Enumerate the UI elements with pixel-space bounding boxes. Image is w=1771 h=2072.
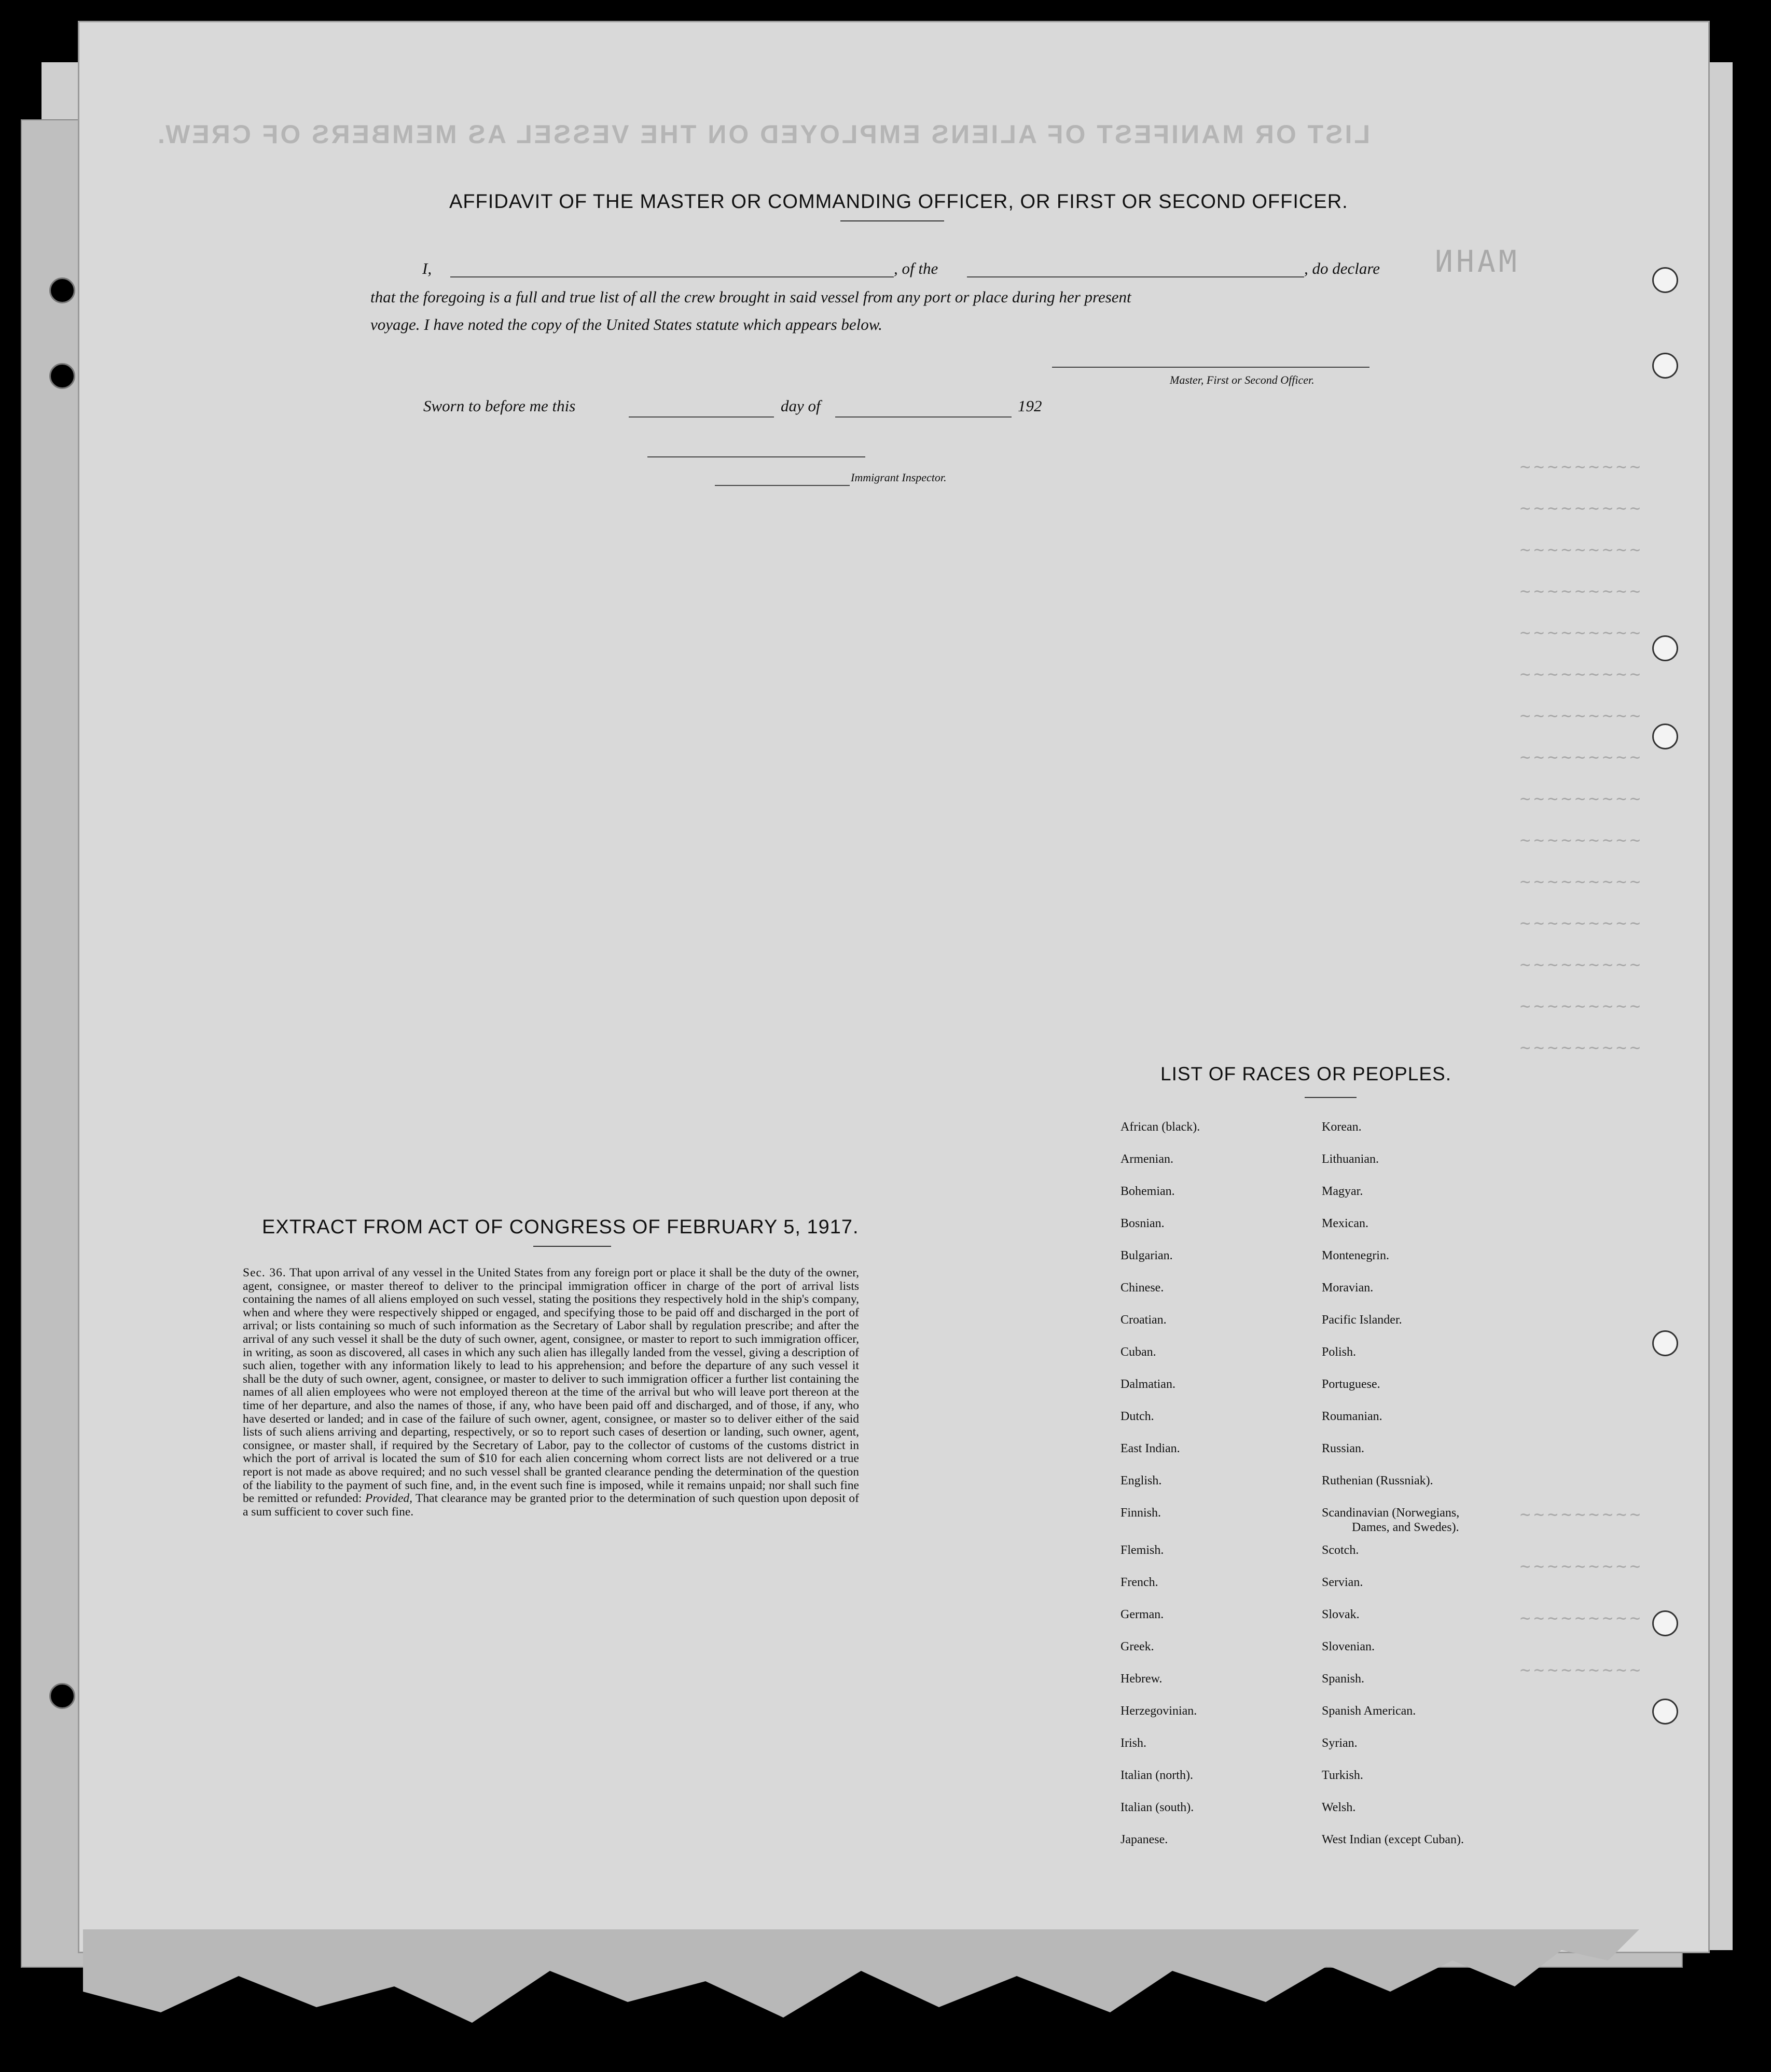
inspector-signature-line bbox=[647, 456, 865, 457]
race-item-continued: Dames, and Swedes). bbox=[1352, 1521, 1459, 1534]
punch-hole-icon bbox=[1652, 1610, 1678, 1636]
race-item: Scotch. bbox=[1322, 1543, 1359, 1557]
race-item: East Indian. bbox=[1120, 1442, 1180, 1455]
race-item: Spanish American. bbox=[1322, 1704, 1416, 1718]
race-item: Welsh. bbox=[1322, 1801, 1356, 1814]
name-blank-line bbox=[450, 276, 894, 277]
race-item: Polish. bbox=[1322, 1345, 1357, 1359]
section-text: That upon arrival of any vessel in the United States from any foreign port or place it shall be the duty of the owner, agent, consignee, or master thereof to deliver to the principal immigration officer in charge of the port of arrival lists containing the names of all aliens employed on such vessel, stating the positions they respectively hold in the ship's company, when and where they were respectively shipped or engaged, and specifying those to be paid off and discharged in the port of arrival; or lists containing so much of such information as the Secretary of Labor shall by regulation prescribe; and after the arrival of any such vessel it shall be the duty of such owner, agent, consignee, or master to report to such immigration officer, in writing, as soon as discovered, all cases in which any such alien has illegally landed from the vessel, giving a description of such alien, together with any information likely to lead to his apprehension; and before the departure of any such vessel it shall be the duty of such owner, agent, consignee, or master to deliver to such immigration officer a further list containing the names of all alien employees who were not employed thereon at the time of the arrival but who will leave port thereon at the time of her departure, and also the names of those, if any, who have been paid off and discharged, and of those, if any, who have deserted or landed; and in case of the failure of such owner, agent, consignee, or master so to deliver either of the said lists of such aliens arriving and departing, respectively, or so to report such cases of desertion or landing, such owner, agent, consignee, or master shall, if required by the Secretary of Labor, pay to the collector of customs of the customs district in which the port of arrival is located the sum of $10 for each alien concerning whom correct lists are not delivered or a true report is not made as above required; and no such vessel shall be granted clearance pending the determination of the question of the liability to the payment of such fine, and, in the event such fine is imposed, while it remains unpaid; nor shall such fine be remitted or refunded: bbox=[243, 1266, 859, 1506]
race-item: Slovenian. bbox=[1322, 1640, 1375, 1653]
race-item: Japanese. bbox=[1120, 1833, 1168, 1846]
extract-body bbox=[243, 1267, 859, 1519]
race-item: Irish. bbox=[1120, 1736, 1146, 1750]
race-item: Dutch. bbox=[1120, 1410, 1154, 1423]
title-rule bbox=[840, 220, 944, 221]
race-item: Ruthenian (Russniak). bbox=[1322, 1474, 1433, 1487]
affidavit-of-the: , of the bbox=[894, 259, 938, 277]
race-item: Hebrew. bbox=[1120, 1672, 1163, 1686]
race-item: German. bbox=[1120, 1608, 1164, 1621]
race-item: Dalmatian. bbox=[1120, 1378, 1175, 1391]
race-item: English. bbox=[1120, 1474, 1162, 1487]
master-signature-line bbox=[1052, 367, 1369, 368]
month-blank-line bbox=[835, 416, 1012, 418]
binder-hole-icon bbox=[49, 363, 75, 389]
race-item: Italian (south). bbox=[1120, 1801, 1194, 1814]
punch-hole-icon bbox=[1652, 1330, 1678, 1356]
document-page bbox=[78, 21, 1710, 1953]
race-item: Chinese. bbox=[1120, 1281, 1164, 1295]
race-item: Scandinavian (Norwegians, bbox=[1322, 1506, 1460, 1520]
affidavit-line-3: voyage. I have noted the copy of the United States statute which appears below. bbox=[370, 315, 882, 333]
punch-hole-icon bbox=[1652, 353, 1678, 379]
punch-hole-icon bbox=[1652, 724, 1678, 749]
affidavit-i: I, bbox=[422, 259, 432, 277]
inspector-caption: Immigrant Inspector. bbox=[851, 471, 947, 484]
race-item: Magyar. bbox=[1322, 1185, 1363, 1198]
race-item: Russian. bbox=[1322, 1442, 1365, 1455]
vessel-blank-line bbox=[967, 276, 1304, 277]
punch-hole-icon bbox=[1652, 635, 1678, 661]
day-blank-line bbox=[629, 416, 774, 418]
extract-title: EXTRACT FROM ACT OF CONGRESS OF FEBRUARY 5, 1917. bbox=[262, 1216, 859, 1238]
race-item: Moravian. bbox=[1322, 1281, 1374, 1295]
punch-hole-icon bbox=[1652, 267, 1678, 293]
master-caption: Master, First or Second Officer. bbox=[1170, 373, 1315, 386]
race-item: Armenian. bbox=[1120, 1152, 1173, 1166]
punch-hole-icon bbox=[1652, 1699, 1678, 1725]
section-label: Sec. 36. bbox=[243, 1266, 286, 1280]
race-item: Cuban. bbox=[1120, 1345, 1156, 1359]
race-item: African (black). bbox=[1120, 1120, 1200, 1134]
race-item: Croatian. bbox=[1120, 1313, 1167, 1327]
race-item: Turkish. bbox=[1322, 1769, 1363, 1782]
sworn-day-of: day of bbox=[781, 397, 821, 415]
race-item: Greek. bbox=[1120, 1640, 1154, 1653]
proviso-label: Provided, bbox=[365, 1492, 413, 1506]
race-item: Slovak. bbox=[1322, 1608, 1360, 1621]
race-item: Bohemian. bbox=[1120, 1185, 1175, 1198]
race-item: Bosnian. bbox=[1120, 1217, 1165, 1230]
race-item: Flemish. bbox=[1120, 1543, 1164, 1557]
race-item: Bulgarian. bbox=[1120, 1249, 1173, 1262]
race-item: Lithuanian. bbox=[1322, 1152, 1379, 1166]
race-item: Roumanian. bbox=[1322, 1410, 1382, 1423]
race-item: Pacific Islander. bbox=[1322, 1313, 1402, 1327]
bleed-through-handwriting: MAHN bbox=[1432, 244, 1517, 279]
race-item: Herzegovinian. bbox=[1120, 1704, 1197, 1718]
races-title: LIST OF RACES OR PEOPLES. bbox=[1160, 1063, 1451, 1084]
affidavit-declare: , do declare bbox=[1304, 259, 1380, 277]
extract-title-rule bbox=[533, 1246, 611, 1247]
binder-hole-icon bbox=[49, 277, 75, 303]
race-item: Mexican. bbox=[1322, 1217, 1368, 1230]
proviso-text: That clearance may be granted prior to the determination of such question upon deposit of a sum sufficient to cover such fine. bbox=[243, 1492, 859, 1519]
race-item: Montenegrin. bbox=[1322, 1249, 1389, 1262]
race-item: Servian. bbox=[1322, 1576, 1363, 1589]
race-item: Korean. bbox=[1322, 1120, 1362, 1134]
race-item: West Indian (except Cuban). bbox=[1322, 1833, 1464, 1846]
sworn-year: 192 bbox=[1018, 397, 1042, 415]
affidavit-line-2: that the foregoing is a full and true list of all the crew brought in said vessel from any port or place during her present bbox=[370, 288, 1131, 306]
inspector-short-line bbox=[715, 485, 850, 486]
affidavit-title: AFFIDAVIT OF THE MASTER OR COMMANDING OFFICER, OR FIRST OR SECOND OFFICER. bbox=[449, 191, 1348, 213]
race-item: French. bbox=[1120, 1576, 1158, 1589]
binder-hole-icon bbox=[49, 1683, 75, 1709]
torn-page-edge bbox=[83, 1929, 1639, 2033]
race-item: Portuguese. bbox=[1322, 1378, 1380, 1391]
race-item: Finnish. bbox=[1120, 1506, 1161, 1520]
race-item: Syrian. bbox=[1322, 1736, 1358, 1750]
race-item: Spanish. bbox=[1322, 1672, 1365, 1686]
bleed-through-header: LIST OR MANIFEST OF ALIENS EMPLOYED ON THE VESSEL AS MEMBERS OF CREW. bbox=[156, 120, 1370, 149]
races-title-rule bbox=[1305, 1097, 1357, 1098]
race-item: Italian (north). bbox=[1120, 1769, 1193, 1782]
sworn-prefix: Sworn to before me this bbox=[423, 397, 576, 415]
